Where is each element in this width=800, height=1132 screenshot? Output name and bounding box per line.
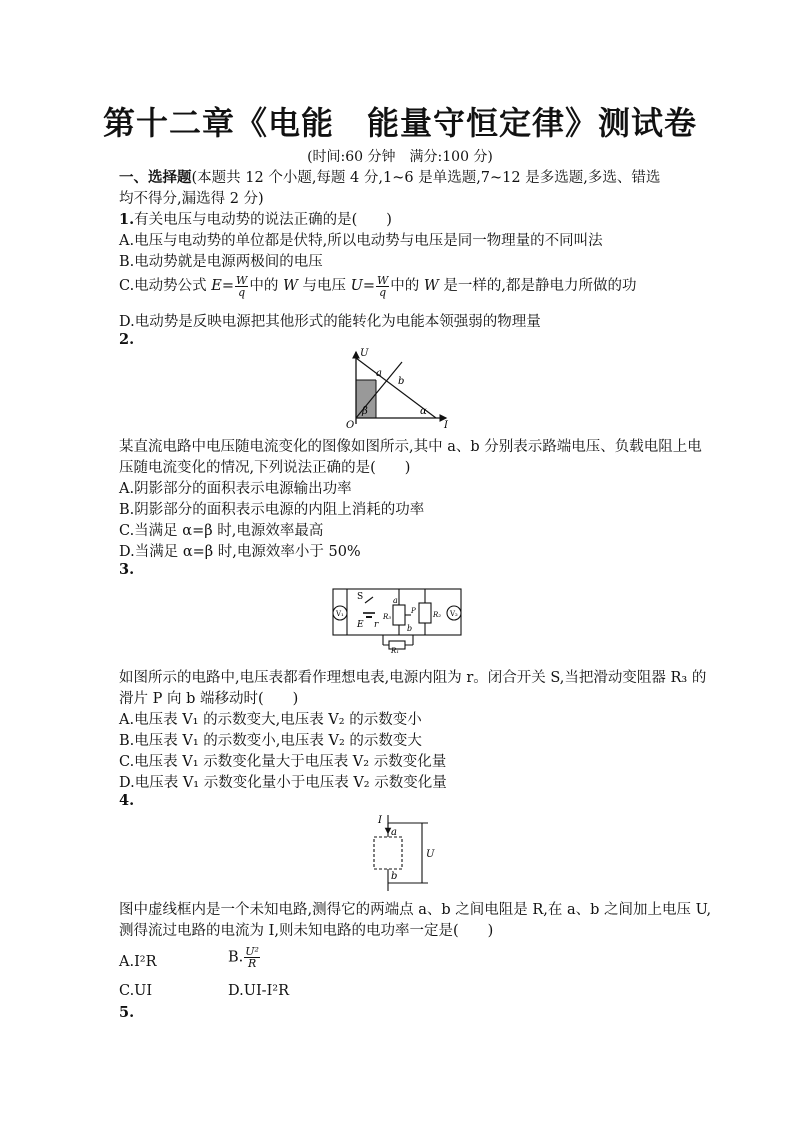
q4-option-c: C.UI — [119, 983, 153, 999]
q1-c-mid3: 中的 — [390, 278, 424, 294]
q2-option-c: C.当满足 α=β 时,电源效率最高 — [119, 523, 324, 539]
q4-label-i: I — [378, 815, 382, 826]
q3-label-r1: R₁ — [391, 647, 400, 653]
q3-label-b: b — [407, 624, 413, 633]
q1-c-eq: = — [221, 278, 235, 294]
q4-b-den: R — [247, 957, 257, 970]
q1-c-frac-2-num: W — [376, 273, 389, 287]
q4-stem-1: 图中虚线框内是一个未知电路,测得它的两端点 a、b 之间电阻是 R,在 a、b 之间加上电压 U, — [119, 902, 712, 918]
q3-label-e: E — [357, 620, 364, 630]
q3-label-p: P — [411, 607, 416, 615]
section-desc-1: (本题共 12 个小题,每题 4 分,1~6 是单选题,7~12 是多选题,多选、错选 — [191, 170, 661, 186]
q3-switch — [365, 597, 373, 603]
section-title: 一、选择题 — [119, 169, 192, 186]
q1-c-mid2: 与电压 — [297, 278, 351, 294]
section-heading — [119, 166, 660, 187]
q1-c-frac-2 — [376, 275, 389, 298]
q1-option-a: A.电压与电动势的单位都是伏特,所以电动势与电压是同一物理量的不同叫法 — [119, 233, 603, 249]
q1-option-c — [119, 274, 637, 298]
q3-stem-2: 滑片 P 向 b 端移动时( ) — [119, 691, 299, 707]
q4-b-pre: B. — [228, 949, 244, 966]
q4-label-a: a — [391, 827, 397, 838]
section-desc-2: 均不得分,漏选得 2 分) — [119, 191, 264, 207]
q2-label-alpha: α — [420, 406, 427, 417]
q2-label-i: I — [444, 420, 448, 430]
q4-b-frac — [244, 946, 260, 969]
q3-option-a: A.电压表 V₁ 的示数变大,电压表 V₂ 的示数变小 — [119, 712, 422, 728]
q3-r3 — [393, 605, 405, 625]
q1-c-w2: W — [423, 278, 439, 294]
q3-label-s: S — [357, 592, 364, 602]
q1-c-frac-1 — [235, 275, 248, 298]
q4-label-u: U — [426, 849, 435, 860]
q1-c-end: 是一样的,都是静电力所做的功 — [438, 278, 637, 294]
q4-unknown-circuit — [368, 813, 440, 893]
q4-option-b — [228, 946, 261, 969]
q2-stem-2: 压随电流变化的情况,下列说法正确的是( ) — [119, 460, 411, 476]
q3-label-r3: R₃ — [383, 613, 392, 621]
q2-label-o: O — [346, 420, 355, 430]
q3-label-r: r — [374, 620, 379, 630]
q3-circuit — [327, 583, 467, 653]
q3-stem-1: 如图所示的电路中,电压表都看作理想电表,电源内阻为 r。闭合开关 S,当把滑动变阻器 R₃ 的 — [119, 670, 707, 686]
q1-c-mid1: 中的 — [249, 278, 283, 294]
q1-c-e: E — [211, 278, 222, 294]
q3-number: 3. — [119, 561, 135, 578]
q1-c-w: W — [282, 278, 298, 294]
page-subtitle: (时间:60 分钟 满分:100 分) — [307, 149, 493, 165]
q3-label-v1: V₁ — [336, 610, 344, 618]
q2-label-beta: β — [362, 406, 368, 417]
q3-r2 — [419, 603, 431, 623]
page-title: 第十二章《电能 能量守恒定律》测试卷 — [102, 104, 697, 142]
q1-c-frac-1-den: q — [238, 285, 246, 299]
q4-option-d: D.UI-I²R — [228, 983, 290, 999]
q1-number: 1. — [119, 211, 135, 228]
q4-stem-2: 测得流过电路的电流为 I,则未知电路的电功率一定是( ) — [119, 923, 494, 939]
q2-stem-1: 某直流电路中电压随电流变化的图像如图所示,其中 a、b 分别表示路端电压、负载电阻上电 — [119, 439, 702, 455]
q3-label-a: a — [393, 596, 398, 605]
q1-c-frac-2-den: q — [379, 285, 387, 299]
q4-label-b: b — [391, 871, 398, 882]
q4-number: 4. — [119, 792, 135, 809]
q1-stem-text: 有关电压与电动势的说法正确的是( ) — [134, 212, 392, 228]
q4-option-a: A.I²R — [119, 954, 157, 970]
q2-option-d: D.当满足 α=β 时,电源效率小于 50% — [119, 544, 361, 560]
q1-option-b: B.电动势就是电源两极间的电压 — [119, 254, 323, 270]
q1-stem — [119, 208, 392, 229]
q4-dashed-box — [374, 837, 402, 869]
q3-label-v2: V₂ — [450, 610, 458, 618]
q1-c-pre: C.电动势公式 — [119, 278, 212, 294]
q2-label-u: U — [360, 348, 369, 359]
q5-number: 5. — [119, 1004, 135, 1021]
q2-option-b: B.阴影部分的面积表示电源的内阻上消耗的功率 — [119, 502, 425, 518]
q3-label-r2: R₂ — [433, 611, 442, 619]
q1-c-frac-1-num: W — [236, 273, 248, 287]
q1-option-d: D.电动势是反映电源把其他形式的能转化为电能本领强弱的物理量 — [119, 314, 541, 330]
q3-option-d: D.电压表 V₁ 示数变化量小于电压表 V₂ 示数变化量 — [119, 775, 447, 791]
q2-ui-graph — [340, 348, 452, 430]
q2-label-b: b — [398, 376, 405, 387]
q2-number: 2. — [119, 331, 135, 348]
q3-option-b: B.电压表 V₁ 的示数变小,电压表 V₂ 的示数变大 — [119, 733, 422, 749]
q1-c-u: U — [350, 278, 363, 294]
q4-b-num: U² — [245, 945, 259, 958]
q2-label-a: a — [376, 368, 382, 379]
q1-c-eq2: = — [362, 278, 375, 294]
q3-option-c: C.电压表 V₁ 示数变化量大于电压表 V₂ 示数变化量 — [119, 754, 447, 770]
q2-option-a: A.阴影部分的面积表示电源输出功率 — [119, 481, 352, 497]
